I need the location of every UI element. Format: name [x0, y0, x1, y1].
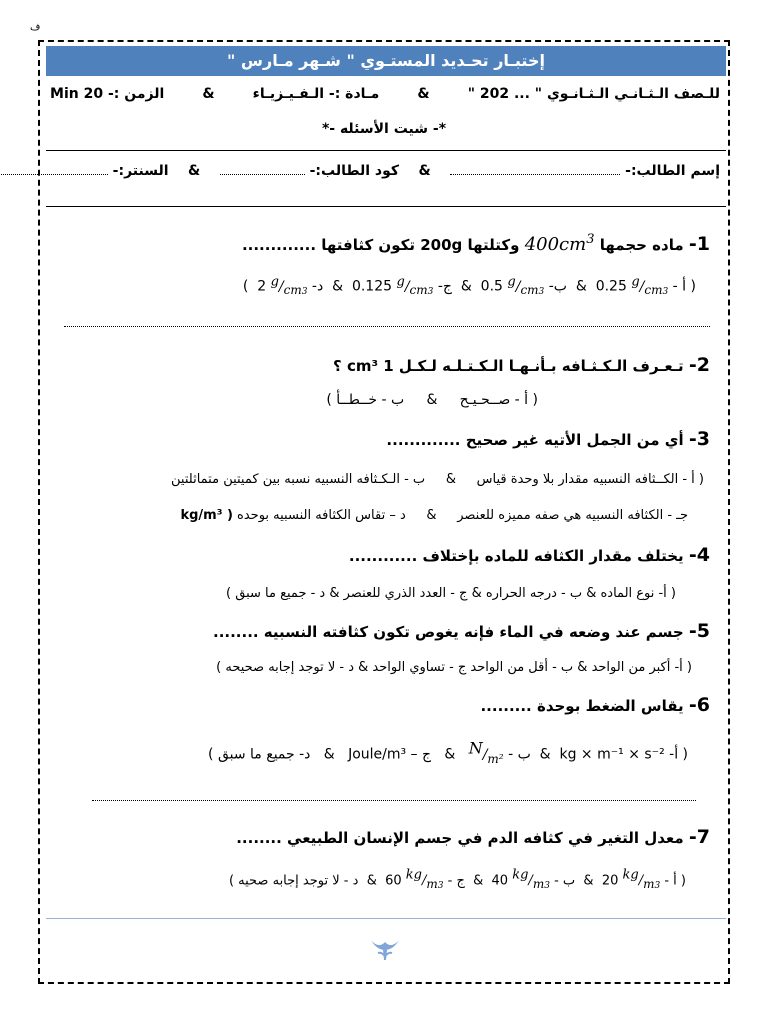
- question-7: 7- معدل التغير في كثافه الدم في جسم الإنسان الطبيعي ........: [236, 826, 710, 848]
- time-label: الزمن :- 20 Min: [50, 86, 165, 102]
- question-3-options-b: جـ - الكثافه النسبيه هي صفه مميزه للعنصر & د – تقاس الكثافه النسبيه بوحده kg/m³ ): [180, 508, 688, 523]
- exam-info-row: [50, 86, 720, 102]
- amp-sep: &: [417, 86, 430, 102]
- question-1-options: ( أ - 0.25 $^g/_{cm3}$ & ب- 0.5 $^g/_{cm3}$ & ج- 0.125 $^g/_{cm3}$ & د- 2 $^g/_{cm3}$ ): [242, 274, 696, 298]
- question-5: 5- جسم عند وضعه في الماء فإنه يغوص تكون كثافته النسبيه ........: [213, 620, 710, 642]
- question-4: 4- يختلف مقدار الكثافه للماده بإختلاف ............: [348, 544, 710, 566]
- answer-dotted-line: [92, 800, 696, 801]
- question-5-options: ( أ- أكبر من الواحد & ب - أقل من الواحد ج - تساوي الواحد & د - لا توجد إجابه صحيحه ): [216, 660, 692, 675]
- question-7-options: ( أ - 20 $^{kg}/_{m3}$ & ب - 40 $^{kg}/_{m3}$ & ج - 60 $^{kg}/_{m3}$ & د - لا توجد إجابه صحيه ): [228, 868, 686, 891]
- subject-label: مـادة :- الـفـيـزيـاء: [252, 86, 380, 102]
- exam-title: إختبـار تحـديد المستـوي " شـهر مـارس ": [46, 46, 726, 76]
- question-3: 3- أي من الجمل الأتيه غير صحيح .............: [386, 428, 710, 450]
- amp-sep: &: [418, 163, 431, 179]
- question-2: 2- تـعـرف الـكـثـافه بـأنـهـا الـكـتـلـه لـكـل 1 cm³ ؟: [333, 354, 710, 376]
- question-1: 1- ماده حجمها $400cm^3$ وكتلتها 200g تكون كثافتها .............: [241, 232, 710, 255]
- grade-label: للـصف الـثـانـي الـثـانـوي " ... 202 ": [467, 86, 720, 102]
- question-3-options-a: ( أ - الكــثافه النسبيه مقدار بلا وحدة قياس & ب - الـكـثافه النسبيه نسبه بين كميتين متماثلتين: [171, 472, 704, 487]
- divider: [46, 206, 726, 207]
- sheet-label: *- شيت الأسئله -*: [321, 121, 447, 137]
- student-code-label: كود الطالب:-: [309, 163, 400, 179]
- question-2-options: ( أ - صــحـيـح & ب - خــطــأ ): [326, 392, 538, 408]
- corner-mark: ف: [30, 22, 41, 33]
- amp-sep: &: [202, 86, 215, 102]
- question-6-options: ( أ- kg × m⁻¹ × s⁻² & ب - $^N/_{m^2}$ & ج – Joule/m³ & د- جميع ما سبق ): [208, 738, 688, 766]
- student-name-field[interactable]: [450, 162, 620, 175]
- student-name-label: إسم الطالب:-: [625, 163, 720, 179]
- question-4-options: ( أ- نوع الماده & ب - درجه الحراره & ج - العدد الذري للعنصر & د - جميع ما سبق ): [226, 586, 676, 601]
- student-code-field[interactable]: [220, 162, 305, 175]
- center-field[interactable]: [0, 162, 108, 175]
- divider: [46, 150, 726, 151]
- question-6: 6- يقاس الضغط بوحدة .........: [480, 694, 710, 716]
- exam-frame: [38, 40, 730, 984]
- answer-dotted-line: [64, 326, 710, 327]
- center-label: السنتر:-: [112, 163, 169, 179]
- student-info-row: [0, 162, 720, 179]
- amp-sep: &: [188, 163, 201, 179]
- footer-line: [46, 918, 726, 919]
- ornament-icon: [370, 938, 400, 966]
